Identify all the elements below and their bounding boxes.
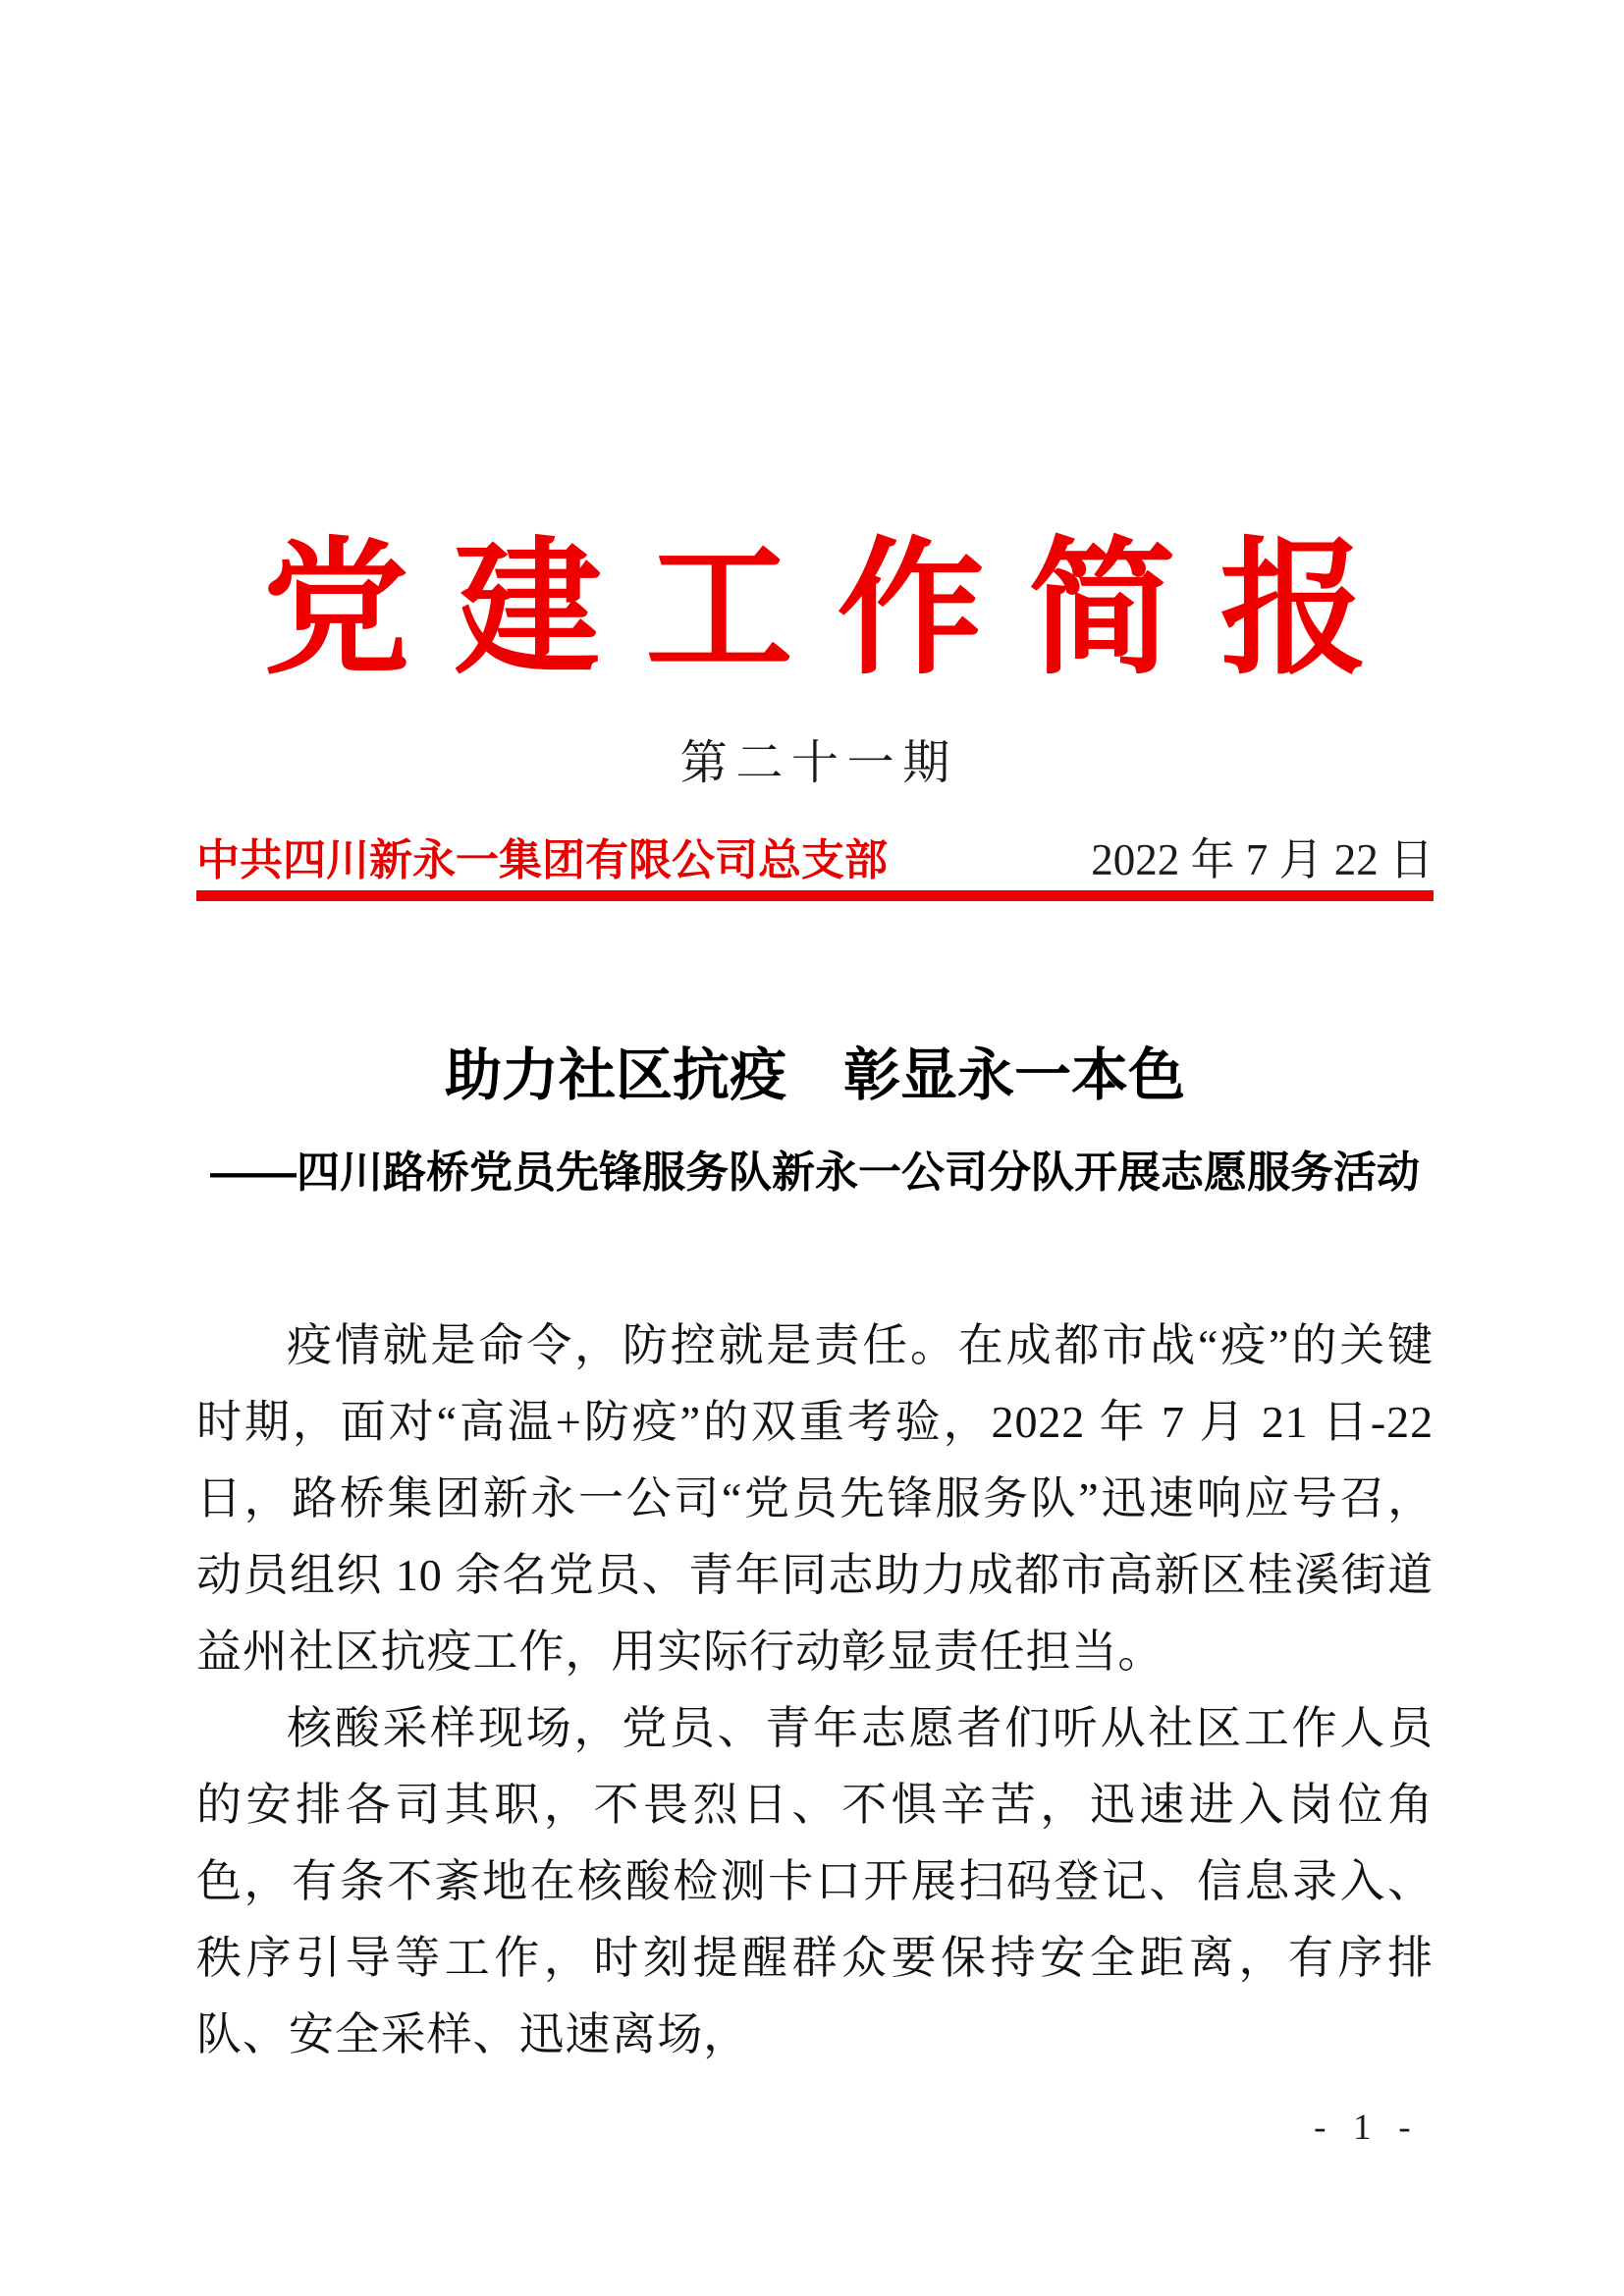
issuing-organization: 中共四川新永一集团有限公司总支部 [196, 836, 888, 884]
issuer-date-row [196, 834, 1434, 901]
bulletin-masthead-title: 党建工作简报 [262, 529, 1412, 692]
issue-date: 2022 年 7 月 22 日 [1091, 835, 1434, 884]
body-paragraph: 疫情就是命令，防控就是责任。在成都市战“疫”的关键时期，面对“高温+防疫”的双重考验，2022 年 7 月 21 日-22 日，路桥集团新永一公司“党员先锋服务队”迅速响应号召，动员组织 10 余名党员、青年同志助力成都市高新区桂溪街道益州社区抗疫工作，用实际行动彰显责任担当。 [196, 1320, 1434, 1677]
article-title: 助力社区抗疫 彰显永一本色 [444, 1043, 1185, 1107]
article-subtitle: ——四川路桥党员先锋服务队新永一公司分队开展志愿服务活动 [210, 1148, 1420, 1197]
issue-number: 第二十一期 [679, 737, 958, 789]
article-body [196, 1308, 1434, 2073]
body-paragraph: 核酸采样现场，党员、青年志愿者们听从社区工作人员的安排各司其职，不畏烈日、不惧辛苦，迅速进入岗位角色，有条不紊地在核酸检测卡口开展扫码登记、信息录入、秩序引导等工作，时刻提醒群众要保持安全距离，有序排队、安全采样、迅速离场， [196, 1703, 1434, 2059]
page-number: - 1 - [1314, 2108, 1420, 2148]
